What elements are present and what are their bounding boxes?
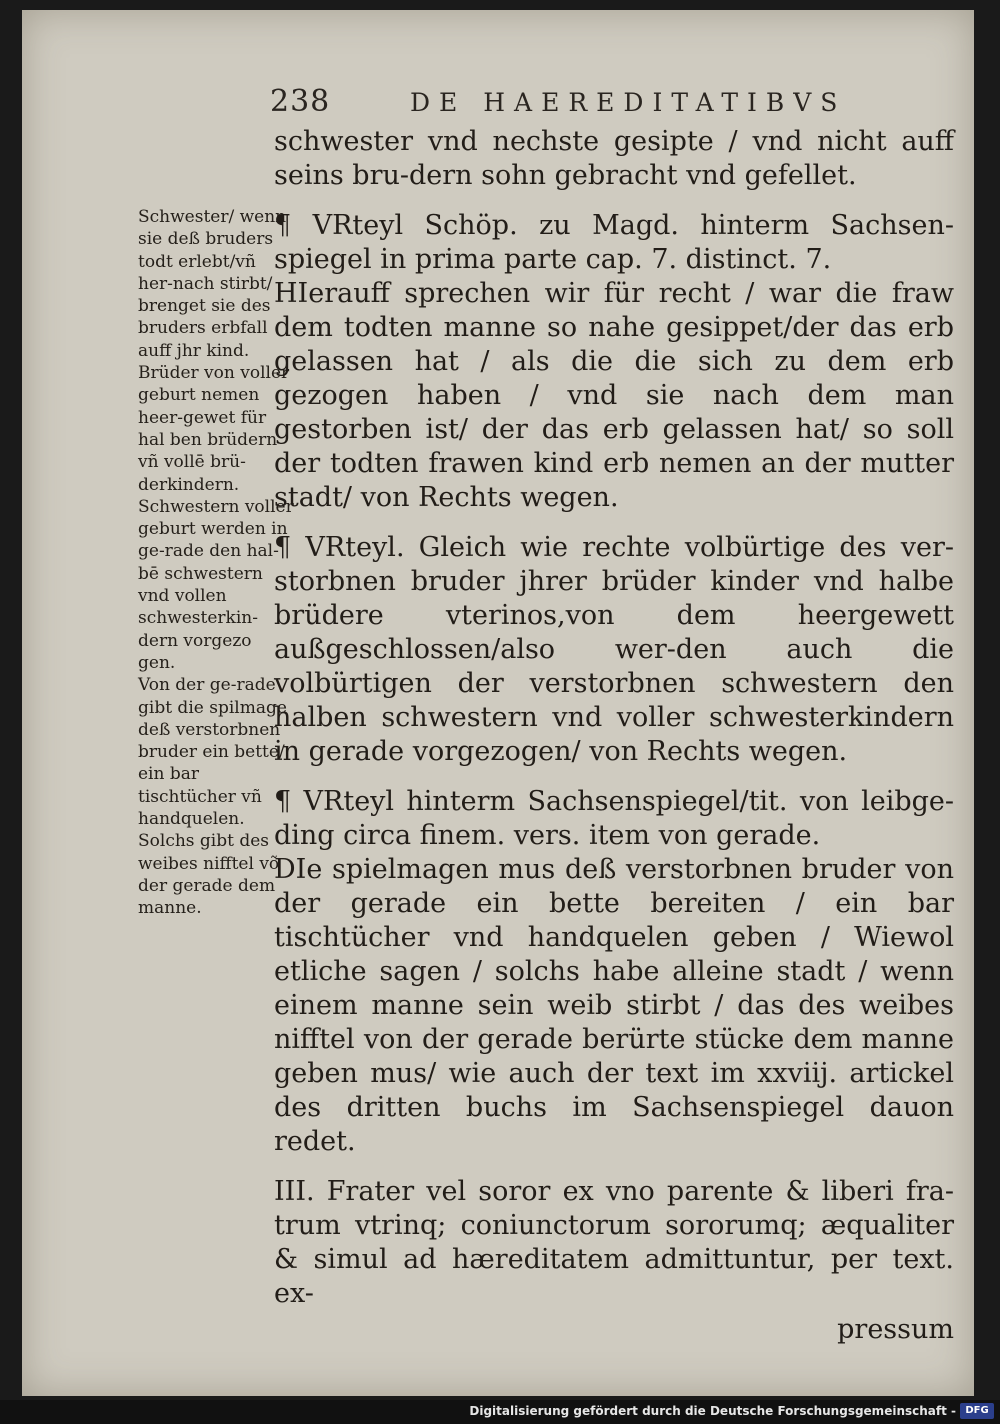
margin-notes (138, 206, 294, 920)
catchword: pressum (837, 1314, 954, 1345)
dfg-logo: DFG (960, 1403, 994, 1419)
verdict-heading: ¶ VRteyl hinterm Sachsenspiegel/tit. von leibge-ding circa finem. vers. item von gerade. (274, 786, 954, 851)
verdict-heading: ¶ VRteyl Schöp. zu Magd. hinterm Sachsen-spiegel in prima parte cap. 7. distinct. 7. (274, 210, 954, 275)
margin-note: Schwestern voller geburt werden in ge-rade den hal-bē schwestern vnd vollen schwesterkin-dern vorgezo gen. (138, 496, 294, 673)
running-title: DE HAEREDITATIBVS (410, 88, 847, 117)
page-number: 238 (270, 84, 331, 119)
margin-note: Brüder von voller geburt nemen heer-gewet für hal ben brüdern vñ vollē brü-derkindern. (138, 363, 290, 495)
verdict-paragraph: ¶ VRteyl. Gleich wie rechte volbürtige des ver-storbnen bruder jhrer brüder kinder vnd halbe brüdere vterinos,von dem heergewett außgeschlossen/also wer-den auch die volbürtigen der verstorbnen schwestern den halben schwestern vnd voller schwesterkindern in gerade vorgezogen/ von Rechts wegen. (274, 532, 954, 767)
margin-note: Von der ge-rade gibt die spilmage deß verstorbnen bruder ein bette/ ein bar tischtücher vñ handquelen. (138, 675, 287, 830)
footer-credit: Digitalisierung gefördert durch die Deutsche Forschungsgemeinschaft - (469, 1404, 956, 1418)
footer-bar (0, 1400, 1000, 1424)
body-paragraph: schwester vnd nechste gesipte / vnd nicht auff seins bru-dern sohn gebracht vnd gefellet. (274, 126, 954, 191)
latin-paragraph: III. Frater vel soror ex vno parente & liberi fra-trum vtrinq; coniunctorum sororumq; æqualiter & simul ad hæreditatem admittuntur, per text. ex- (274, 1176, 954, 1309)
main-text-block (274, 125, 954, 1347)
margin-note: Schwester/ wenn sie deß bruders todt erlebt/vñ her-nach stirbt/ brenget sie des bruders erbfall auff jhr kind. (138, 207, 287, 361)
margin-note: Solchs gibt des weibes nifftel võ der gerade dem manne. (138, 831, 280, 919)
page-header (270, 84, 850, 124)
body-paragraph: HIerauff sprechen wir für recht / war die fraw dem todten manne so nahe gesippet/der das erb gelassen hat / als die die sich zu dem erb gezogen haben / vnd sie nach dem man gestorben ist/ der das erb gelassen hat/ so soll der todten frawen kind erb nemen an der mutter stadt/ von Rechts wegen. (274, 278, 954, 513)
body-paragraph: DIe spielmagen mus deß verstorbnen bruder von der gerade ein bette bereiten / ein bar tischtücher vnd handquelen geben / Wiewol etliche sagen / solchs habe alleine stadt / wenn einem manne sein weib stirbt / das des weibes nifftel von der gerade berürte stücke dem manne geben mus/ wie auch der text im xxviij. artickel des dritten buchs im Sachsenspiegel dauon redet. (274, 854, 954, 1157)
book-page (22, 10, 974, 1396)
